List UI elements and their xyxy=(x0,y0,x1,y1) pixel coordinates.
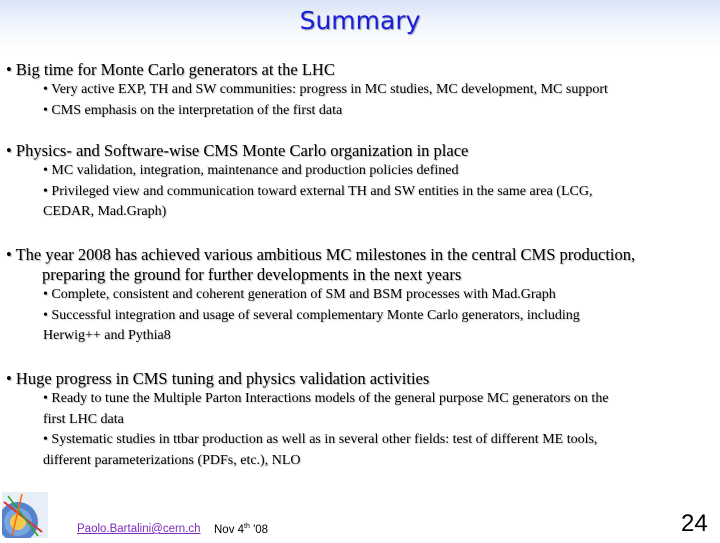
section-heading-line1: • The year 2008 has achieved various ambitious MC milestones in the central CMS production, xyxy=(6,245,636,264)
section-bullets xyxy=(43,80,711,121)
bullet-continuation: Herwig++ and Pythia8 xyxy=(43,328,171,343)
section-bullets xyxy=(43,389,711,471)
bullet-line: • Complete, consistent and coherent generation of SM and BSM processes with Mad.Graph xyxy=(43,287,556,302)
bullet-line: • Very active EXP, TH and SW communities: progress in MC studies, MC development, MC support xyxy=(43,82,608,97)
cms-logo xyxy=(2,492,48,538)
date-suffix: th xyxy=(244,523,250,530)
bullet-continuation: first LHC data xyxy=(43,411,124,427)
bullet-continuation: different parameterizations (PDFs, etc.), NLO xyxy=(43,452,301,468)
cms-logo-icon xyxy=(2,492,48,538)
bullet-line: • Privileged view and communication toward external TH and SW entities in the same area (LCG, xyxy=(43,183,593,199)
bullet-line: • Successful integration and usage of several complementary Monte Carlo generators, including xyxy=(43,307,580,323)
bullet-line: • MC validation, integration, maintenance and production policies defined xyxy=(43,163,459,178)
author-email-link[interactable]: Paolo.Bartalini@cern.ch xyxy=(77,523,201,535)
bullet-line: • Systematic studies in ttbar production as well as in several other fields: test of different ME tools, xyxy=(43,432,598,447)
bullet-line: • CMS emphasis on the interpretation of the first data xyxy=(43,102,343,118)
bullet-continuation: CEDAR, Mad.Graph) xyxy=(43,204,167,219)
section-bullets xyxy=(43,285,711,347)
date-year: '08 xyxy=(249,523,269,536)
section-1 xyxy=(6,60,711,121)
section-heading xyxy=(6,245,711,285)
section-heading: • Huge progress in CMS tuning and physics validation activities xyxy=(6,369,430,388)
section-heading-line2: preparing the ground for further developments in the next years xyxy=(42,265,462,284)
section-2 xyxy=(6,141,711,223)
bullet-line: • Ready to tune the Multiple Parton Interactions models of the general purpose MC generators on the xyxy=(43,391,609,406)
slide-title: Summary xyxy=(299,6,421,35)
footer-date xyxy=(214,523,268,536)
section-heading: • Physics- and Software-wise CMS Monte Carlo organization in place xyxy=(6,141,469,160)
section-3 xyxy=(6,245,711,347)
page-number: 24 xyxy=(681,510,708,537)
section-4 xyxy=(6,369,711,471)
date-prefix: Nov 4 xyxy=(214,523,245,536)
section-heading: • Big time for Monte Carlo generators at the LHC xyxy=(6,60,335,79)
section-bullets xyxy=(43,161,711,223)
